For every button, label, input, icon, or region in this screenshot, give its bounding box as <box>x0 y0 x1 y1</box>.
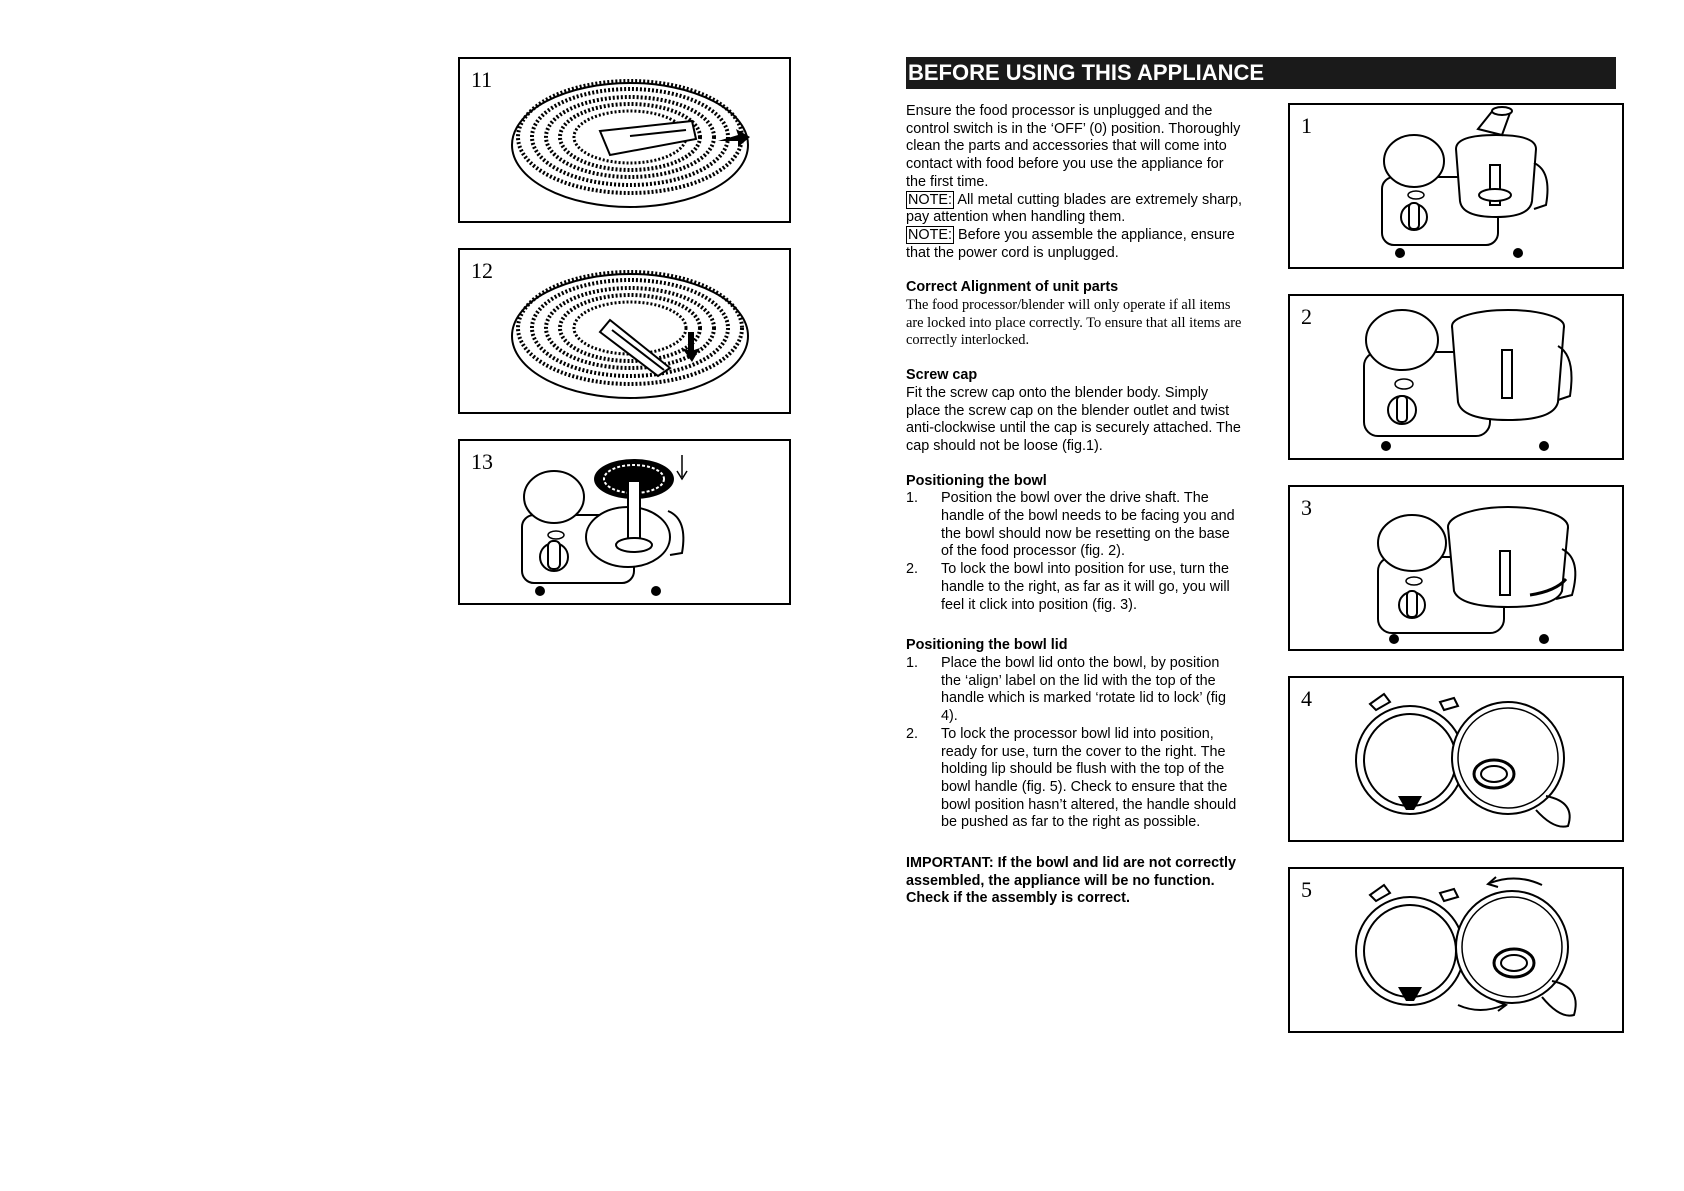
list-item <box>906 726 1242 832</box>
note-label: NOTE: <box>908 226 952 243</box>
grater-disc-illustration <box>460 59 789 221</box>
important-notice: IMPORTANT: If the bowl and lid are not correctly assembled, the appliance will be no function. Check if the assembly is correct. <box>906 855 1236 907</box>
figure-13 <box>458 439 791 605</box>
bowl-locked-illustration <box>1290 487 1622 649</box>
lid-align-illustration <box>1290 678 1622 840</box>
figure-number: 2 <box>1301 304 1312 329</box>
bowl-lid-heading: Positioning the bowl lid <box>906 637 1068 654</box>
list-item <box>906 561 1242 614</box>
figure-number: 4 <box>1301 686 1312 711</box>
alignment-text: The food processor/blender will only operate if all items are locked into place correctly. To ensure that all items are correctly interlocked. <box>906 297 1242 349</box>
note-label: NOTE: <box>908 191 952 208</box>
bowl-on-drive-shaft-illustration <box>1290 296 1622 458</box>
screw-cap-heading: Screw cap <box>906 367 978 384</box>
figure-number: 1 <box>1301 113 1312 138</box>
figure-12 <box>458 248 791 414</box>
instructions-column <box>906 103 1242 908</box>
figure-3 <box>1288 485 1624 651</box>
alignment-heading: Correct Alignment of unit parts <box>906 279 1119 296</box>
section-title: BEFORE USING THIS APPLIANCE <box>906 57 1616 89</box>
processor-with-disc-illustration <box>460 441 789 603</box>
list-text: Place the bowl lid onto the bowl, by position the ‘align’ label on the lid with the top of the handle which is marked ‘rotate lid to lock’ (fig 4). <box>941 654 1227 725</box>
screw-cap-text: Fit the screw cap onto the blender body. Simply place the screw cap on the blender outlet and twist anti-clockwise until the cap is securely attached. The cap should not be loose (fig.1). <box>906 384 1241 454</box>
list-text: To lock the processor bowl lid into position, ready for use, turn the cover to the right. The holding lip should be flush with the top of the bowl handle (fig. 5). Check to ensure that the bowl position hasn’t altered, the handle should be pushed as far to the right as possible. <box>941 725 1237 831</box>
bowl-heading: Positioning the bowl <box>906 472 1047 489</box>
lid-lock-rotation-illustration <box>1290 869 1622 1031</box>
figure-2 <box>1288 294 1624 460</box>
figure-1 <box>1288 103 1624 269</box>
list-number: 1. <box>906 654 919 671</box>
figure-4 <box>1288 676 1624 842</box>
list-text: Position the bowl over the drive shaft. The handle of the bowl needs to be facing you and the bowl should now be resetting on the base of the food processor (fig. 2). <box>941 490 1235 560</box>
note-text: All metal cutting blades are extremely sharp, pay attention when handling them. <box>906 191 1242 226</box>
note-2 <box>906 227 1242 262</box>
screw-cap-illustration <box>1290 105 1622 267</box>
note-text: Before you assemble the appliance, ensure that the power cord is unplugged. <box>906 226 1235 261</box>
list-number: 1. <box>906 490 919 507</box>
figure-number: 12 <box>471 258 493 283</box>
figure-11 <box>458 57 791 223</box>
list-item <box>906 655 1242 726</box>
list-number: 2. <box>906 725 919 742</box>
list-text: To lock the bowl into position for use, turn the handle to the right, as far as it will go, you will feel it click into position (fig. 3). <box>941 561 1230 613</box>
note-1 <box>906 192 1242 227</box>
figure-number: 13 <box>471 449 493 474</box>
figure-number: 3 <box>1301 495 1312 520</box>
grater-disc-blade-illustration <box>460 250 789 412</box>
figure-5 <box>1288 867 1624 1033</box>
list-item <box>906 490 1242 561</box>
intro-paragraph: Ensure the food processor is unplugged and the control switch is in the ‘OFF’ (0) position. Thoroughly clean the parts and accessories that will come into contact with food before you use the appliance for the first time. <box>906 103 1241 190</box>
list-number: 2. <box>906 561 919 578</box>
figure-number: 11 <box>471 67 493 92</box>
figure-number: 5 <box>1301 877 1312 902</box>
